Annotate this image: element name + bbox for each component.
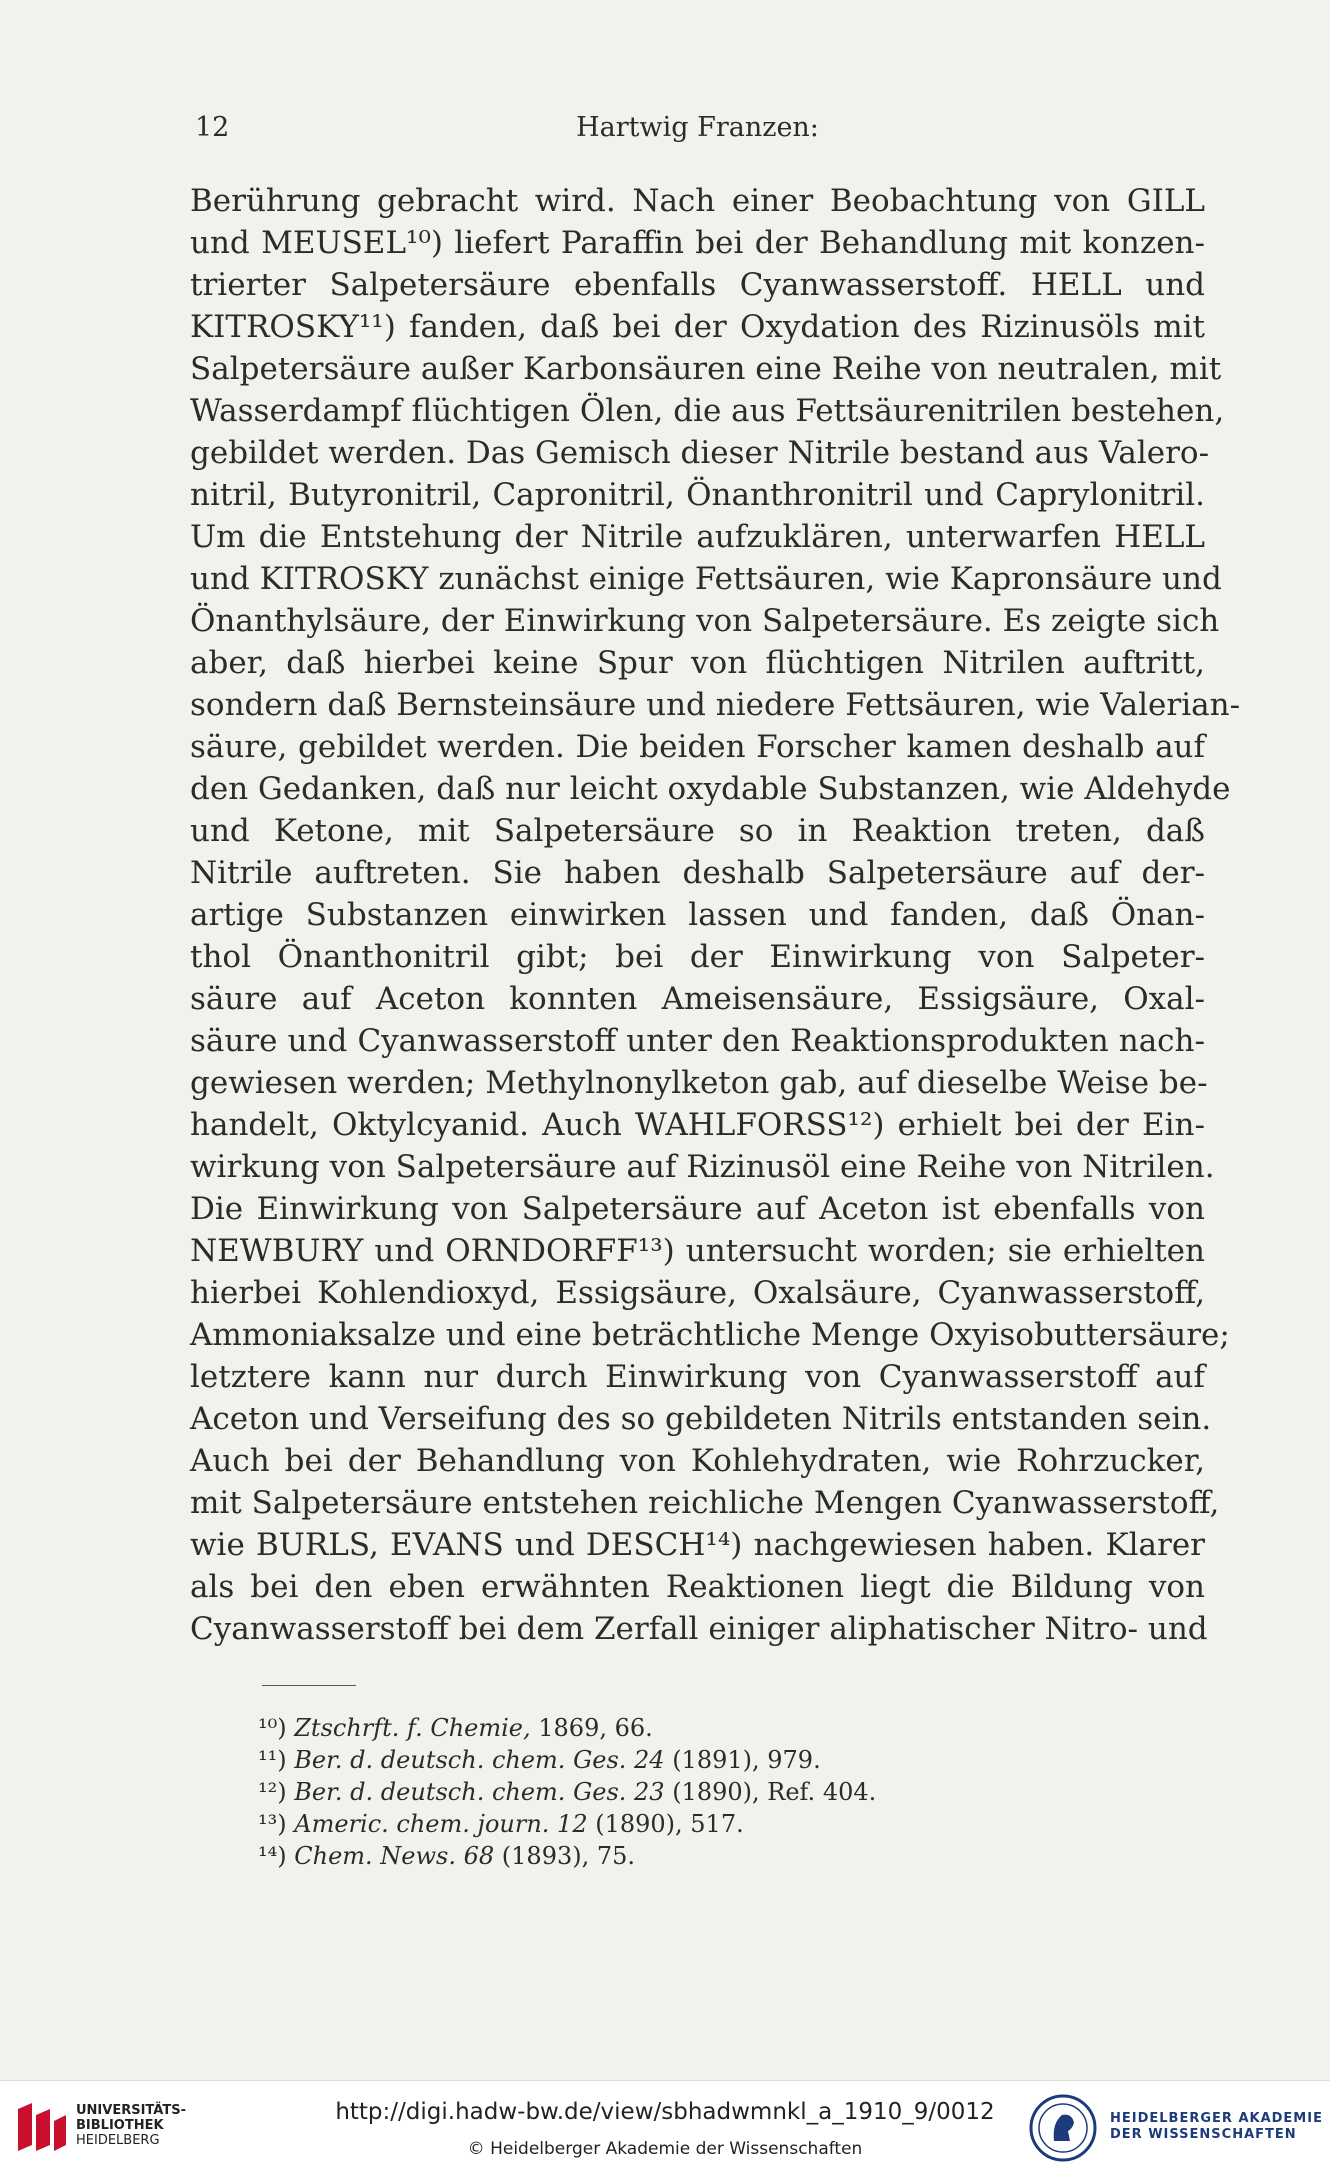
footnote (258, 1712, 876, 1744)
footnote-number: ¹¹) (258, 1746, 287, 1774)
permalink-url[interactable]: http://digi.hadw-bw.de/view/sbhadwmnkl_a_1910_9/0012 (335, 2099, 995, 2125)
text-line: und KITROSKY zunächst einige Fettsäuren, wie Kapronsäure und (190, 561, 1222, 597)
text-line: hierbei Kohlendioxyd, Essigsäure, Oxalsäure, Cyanwasserstoff, (190, 1275, 1205, 1311)
text-line: säure und Cyanwasserstoff unter den Reaktionsprodukten nach- (190, 1023, 1205, 1059)
text-line: wirkung von Salpetersäure auf Rizinusöl eine Reihe von Nitrilen. (190, 1149, 1215, 1185)
text-line: Die Einwirkung von Salpetersäure auf Aceton ist ebenfalls von (190, 1191, 1205, 1227)
footnote-source: Americ. chem. journ. 12 (294, 1810, 588, 1838)
text-line: Um die Entstehung der Nitrile aufzuklären, unterwarfen HELL (190, 519, 1205, 555)
text-line: nitril, Butyronitril, Capronitril, Önanthronitril und Caprylonitril. (190, 477, 1205, 513)
footnote (258, 1808, 876, 1840)
footnote-number: ¹⁰) (258, 1714, 287, 1742)
text-line: Wasserdampf flüchtigen Ölen, die aus Fettsäurenitrilen bestehen, (190, 393, 1225, 429)
text-line: wie BURLS, EVANS und DESCH¹⁴) nachgewiesen haben. Klarer (190, 1527, 1205, 1563)
footnote-number: ¹⁴) (258, 1842, 287, 1870)
text-line: Nitrile auftreten. Sie haben deshalb Salpetersäure auf der- (190, 855, 1205, 891)
page-header (190, 112, 1205, 152)
text-line: aber, daß hierbei keine Spur von flüchtigen Nitrilen auftritt, (190, 645, 1205, 681)
footnote-number: ¹²) (258, 1778, 287, 1806)
text-line: und Ketone, mit Salpetersäure so in Reaktion treten, daß (190, 813, 1205, 849)
text-line: thol Önanthonitril gibt; bei der Einwirkung von Salpeter- (190, 939, 1205, 975)
text-line: Aceton und Verseifung des so gebildeten Nitrils entstanden sein. (190, 1401, 1212, 1437)
body-text (190, 180, 1241, 1650)
text-line: Cyanwasserstoff bei dem Zerfall einiger aliphatischer Nitro- und (190, 1611, 1208, 1647)
footnote-source: Ber. d. deutsch. chem. Ges. 23 (294, 1778, 665, 1806)
footnote (258, 1744, 876, 1776)
text-line: Salpetersäure außer Karbonsäuren eine Reihe von neutralen, mit (190, 351, 1222, 387)
text-line: gewiesen werden; Methylnonylketon gab, auf dieselbe Weise be- (190, 1065, 1208, 1101)
text-line: und MEUSEL¹⁰) liefert Paraffin bei der Behandlung mit konzen- (190, 225, 1205, 261)
text-line: Berührung gebracht wird. Nach einer Beobachtung von GILL (190, 183, 1205, 219)
footnote-source: Ber. d. deutsch. chem. Ges. 24 (294, 1746, 665, 1774)
text-line: Önanthylsäure, der Einwirkung von Salpetersäure. Es zeigte sich (190, 603, 1220, 639)
text-line: säure auf Aceton konnten Ameisensäure, Essigsäure, Oxal- (190, 981, 1205, 1017)
library-name: UNIVERSITÄTS- BIBLIOTHEK HEIDELBERG (76, 2103, 186, 2148)
footnote-source: Chem. News. 68 (294, 1842, 495, 1870)
footnotes (258, 1712, 876, 1872)
footnote-citation: (1890), Ref. 404. (664, 1778, 877, 1806)
footnote-citation: (1893), 75. (494, 1842, 636, 1870)
footnote-number: ¹³) (258, 1810, 287, 1838)
text-line: Auch bei der Behandlung von Kohlehydraten, wie Rohrzucker, (190, 1443, 1205, 1479)
text-line: gebildet werden. Das Gemisch dieser Nitrile bestand aus Valero- (190, 435, 1210, 471)
footnote-divider (262, 1685, 356, 1686)
text-line: mit Salpetersäure entstehen reichliche Mengen Cyanwasserstoff, (190, 1485, 1220, 1521)
copyright-notice: © Heidelberger Akademie der Wissenschaften (467, 2139, 863, 2159)
text-line: den Gedanken, daß nur leicht oxydable Substanzen, wie Aldehyde (190, 771, 1231, 807)
footnote-source: Ztschrft. f. Chemie, (294, 1714, 531, 1742)
running-title: Hartwig Franzen: (576, 112, 819, 143)
text-line: artige Substanzen einwirken lassen und fanden, daß Önan- (190, 897, 1205, 933)
footnote (258, 1776, 876, 1808)
text-line: NEWBURY und ORNDORFF¹³) untersucht worden; sie erhielten (190, 1233, 1205, 1269)
footnote-citation: (1891), 979. (664, 1746, 821, 1774)
academy-seal-icon (1028, 2093, 1098, 2163)
text-line: handelt, Oktylcyanid. Auch WAHLFORSS¹²) erhielt bei der Ein- (190, 1107, 1205, 1143)
text-line: sondern daß Bernsteinsäure und niedere Fettsäuren, wie Valerian- (190, 687, 1241, 723)
text-line: als bei den eben erwähnten Reaktionen liegt die Bildung von (190, 1569, 1205, 1605)
footnote-citation: 1869, 66. (530, 1714, 653, 1742)
text-line: Ammoniaksalze und eine beträchtliche Menge Oxyisobuttersäure; (190, 1317, 1230, 1353)
footnote (258, 1840, 876, 1872)
footnote-citation: (1890), 517. (587, 1810, 744, 1838)
text-line: letztere kann nur durch Einwirkung von Cyanwasserstoff auf (190, 1359, 1205, 1395)
text-line: trierter Salpetersäure ebenfalls Cyanwasserstoff. HELL und (190, 267, 1205, 303)
text-line: säure, gebildet werden. Die beiden Forscher kamen deshalb auf (190, 729, 1205, 765)
text-line: KITROSKY¹¹) fanden, daß bei der Oxydation des Rizinusöls mit (190, 309, 1205, 345)
page-number: 12 (195, 112, 230, 143)
footer-bar (0, 2080, 1330, 2174)
academy-name: HEIDELBERGER AKADEMIE DER WISSENSCHAFTEN (1110, 2111, 1323, 2142)
